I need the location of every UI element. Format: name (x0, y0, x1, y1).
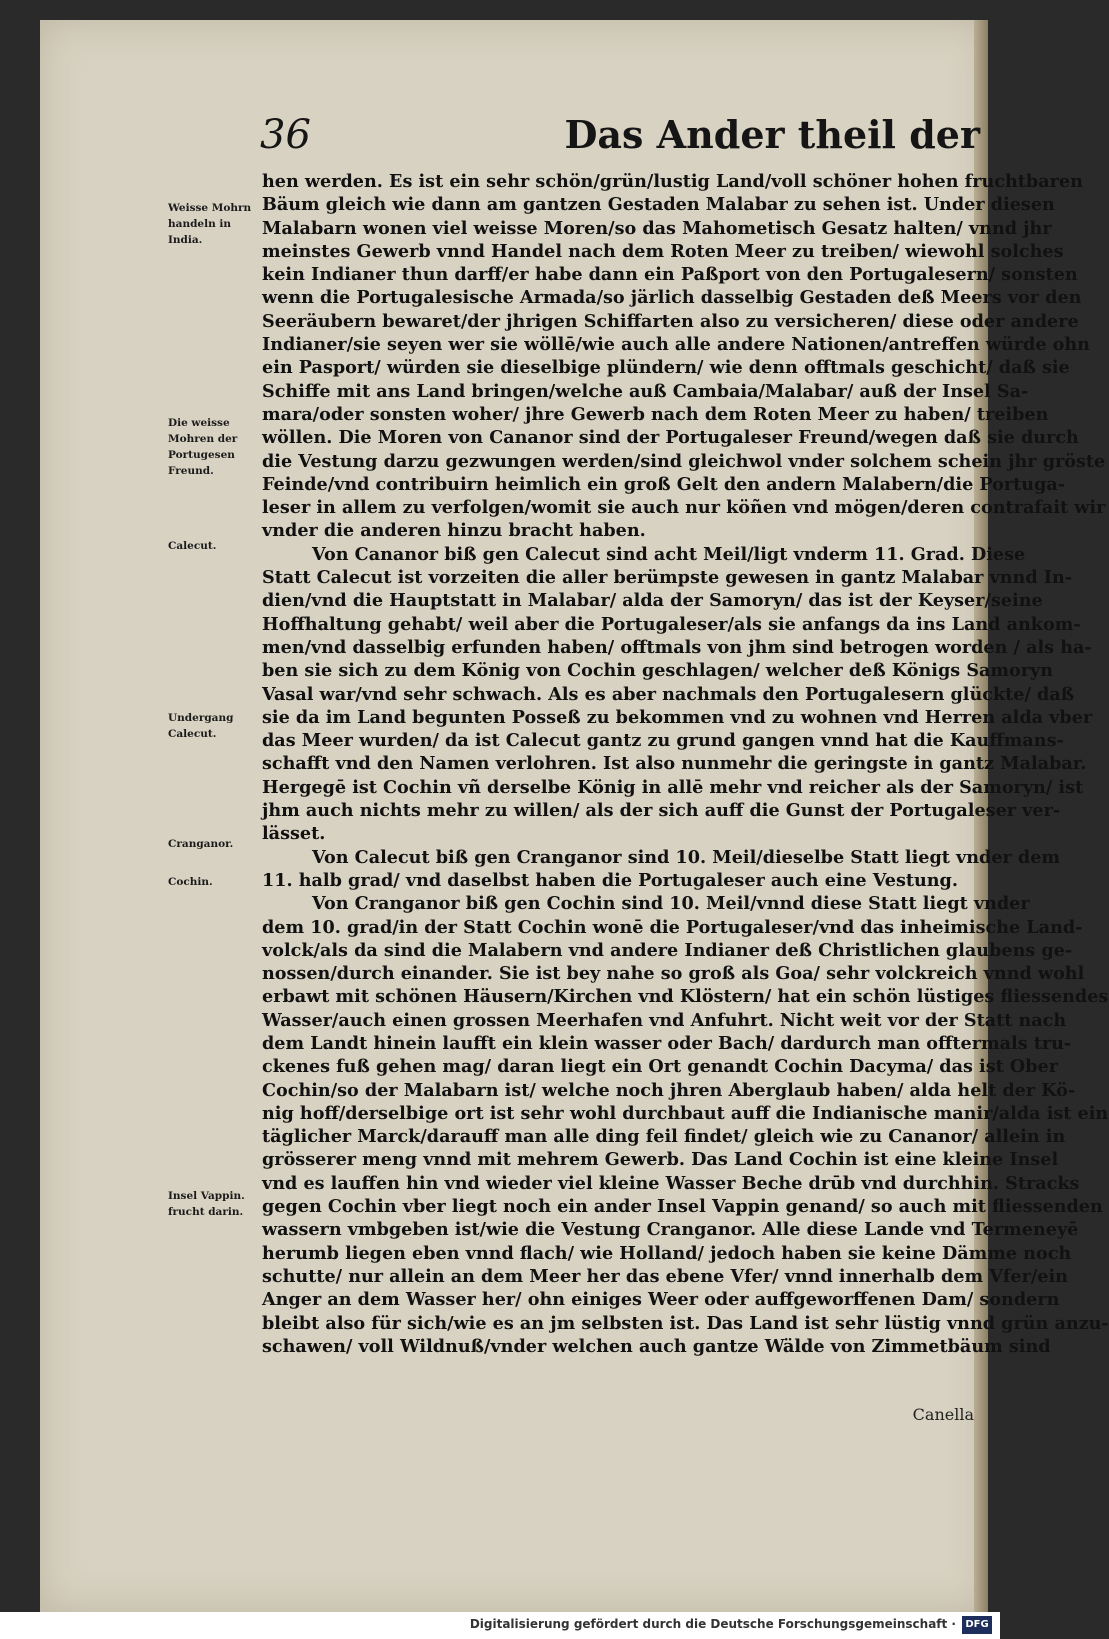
text-line: Hergegē ist Cochin vñ derselbe König in allē mehr vnd reicher als der Samoryn/ ist (262, 776, 1084, 798)
text-line: wenn die Portugalesische Armada/so järlich dasselbig Gestaden deß Meers vor den (262, 287, 1082, 309)
text-line: grösserer meng vnnd mit mehrem Gewerb. Das Land Cochin ist eine kleine Insel (262, 1149, 1059, 1171)
text-line: Bäum gleich wie dann am gantzen Gestaden Malabar zu sehen ist. Under diesen (262, 194, 1055, 216)
text-line: die Vestung darzu gezwungen werden/sind gleichwol vnder solchem schein jhr gröste (262, 450, 1106, 472)
running-title: Das Ander theil der (564, 112, 980, 157)
text-line: Statt Calecut ist vorzeiten die aller berümpste gewesen in gantz Malabar vnnd In- (262, 567, 1073, 589)
text-line: vnder die anderen hinzu bracht haben. (262, 520, 646, 542)
text-line: kein Indianer thun darff/er habe dann ein Paßport von den Portugalesern/ sonsten (262, 264, 1078, 286)
text-line: schafft vnd den Namen verlohren. Ist also nunmehr die geringste in gantz Malabar. (262, 753, 1087, 775)
text-line: ben sie sich zu dem König von Cochin geschlagen/ welcher deß Königs Samoryn (262, 660, 1054, 682)
footer-bar (0, 1612, 1000, 1639)
marginal-note: Calecut. (168, 540, 217, 552)
text-line: Von Cananor biß gen Calecut sind acht Meil/ligt vnderm 11. Grad. Diese (312, 543, 1026, 565)
marginal-note: Undergang Calecut. (168, 712, 234, 740)
text-line: Hoffhaltung gehabt/ weil aber die Portugaleser/als sie anfangs da ins Land ankom- (262, 613, 1081, 635)
text-line: hen werden. Es ist ein sehr schön/grün/lustig Land/voll schöner hohen fruchtbaren (262, 171, 1083, 192)
text-line: mara/oder sonsten woher/ jhre Gewerb nach dem Roten Meer zu haben/ treiben (262, 403, 1049, 425)
marginal-note: Insel Vappin. frucht darin. (168, 1190, 245, 1218)
catchword: Canella (912, 1405, 974, 1424)
text-line: meinstes Gewerb vnnd Handel nach dem Roten Meer zu treiben/ wiewohl solches (262, 240, 1064, 262)
text-line: nossen/durch einander. Sie ist bey nahe so groß als Goa/ sehr volckreich vnnd wohl (262, 963, 1085, 985)
text-line: jhm auch nichts mehr zu willen/ als der sich auff die Gunst der Portugaleser ver- (262, 800, 1061, 822)
text-line: wöllen. Die Moren von Cananor sind der Portugaleser Freund/wegen daß sie durch (262, 427, 1079, 449)
text-line: dem Landt hinein laufft ein klein wasser oder Bach/ dardurch man offtermals tru- (262, 1032, 1072, 1054)
text-line: vnd es lauffen hin vnd wieder viel kleine Wasser Beche drūb vnd durchhin. Stracks (262, 1172, 1080, 1194)
text-line: schawen/ voll Wildnuß/vnder welchen auch gantze Wälde von Zimmetbäum sind (262, 1335, 1051, 1357)
body-text (262, 170, 1109, 1358)
page-header (260, 112, 980, 168)
text-line: volck/als da sind die Malabern vnd andere Indianer deß Christlichen glaubens ge- (262, 939, 1073, 961)
text-line: Cochin/so der Malabarn ist/ welche noch jhren Aberglaub haben/ alda helt der Kö- (262, 1079, 1076, 1101)
text-line: Malabarn wonen viel weisse Moren/so das Mahometisch Gesatz halten/ vnnd jhr (262, 217, 1052, 239)
text-line: Von Calecut biß gen Cranganor sind 10. Meil/dieselbe Statt liegt vnder dem (312, 846, 1061, 868)
marginal-note: Weisse Mohrn handeln in India. (168, 202, 252, 246)
marginal-note: Cranganor. (168, 838, 234, 850)
text-line: Indianer/sie seyen wer sie wöllē/wie auch alle andere Nationen/antreffen würde ohn (262, 334, 1090, 356)
text-line: Feinde/vnd contribuirn heimlich ein groß Gelt den andern Malabern/die Portuga- (262, 473, 1066, 495)
book-page (40, 20, 1109, 1612)
text-line: dem 10. grad/in der Statt Cochin wonē die Portugaleser/vnd das inheimische Land- (262, 916, 1083, 938)
marginal-note: Die weisse Mohren der Portugesen Freund. (168, 417, 238, 477)
text-line: Schiffe mit ans Land bringen/welche auß Cambaia/Malabar/ auß der Insel Sa- (262, 380, 1029, 402)
text-line: erbawt mit schönen Häusern/Kirchen vnd Klöstern/ hat ein schön lüstiges fliessendes (262, 986, 1109, 1008)
text-line: dien/vnd die Hauptstatt in Malabar/ alda der Samoryn/ das ist der Keyser/seine (262, 590, 1043, 612)
text-line: bleibt also für sich/wie es an jm selbsten ist. Das Land ist sehr lüstig vnnd grün anzu- (262, 1312, 1109, 1334)
text-line: Von Cranganor biß gen Cochin sind 10. Meil/vnnd diese Statt liegt vnder (312, 893, 1030, 915)
text-line: men/vnd dasselbig erfunden haben/ offtmals von jhm sind betrogen worden / als ha- (262, 636, 1092, 658)
text-line: ckenes fuß gehen mag/ daran liegt ein Ort genandt Cochin Dacyma/ das ist Ober (262, 1056, 1058, 1078)
text-line: das Meer wurden/ da ist Calecut gantz zu grund gangen vnnd hat die Kauffmans- (262, 730, 1064, 752)
text-line: 11. halb grad/ vnd daselbst haben die Portugaleser auch eine Vestung. (262, 869, 958, 891)
text-line: Vasal war/vnd sehr schwach. Als es aber nachmals den Portugalesern glückte/ daß (262, 683, 1075, 705)
text-line: ein Pasport/ würden sie dieselbige plündern/ wie denn offtmals geschicht/ daß sie (262, 357, 1070, 379)
text-line: gegen Cochin vber liegt noch ein ander Insel Vappin genand/ so auch mit fliessenden (262, 1196, 1103, 1218)
text-line: leser in allem zu verfolgen/womit sie auch nur köñen vnd mögen/deren contrafait wir (262, 497, 1106, 519)
text-line: Wasser/auch einen grossen Meerhafen vnd Anfuhrt. Nicht weit vor der Statt nach (262, 1009, 1067, 1031)
funding-credit: Digitalisierung gefördert durch die Deutsche Forschungsgemeinschaft · (469, 1617, 956, 1631)
text-line: Anger an dem Wasser her/ ohn einiges Weer oder auffgeworffenen Dam/ sondern (262, 1289, 1060, 1311)
text-line: lässet. (262, 823, 326, 845)
marginal-notes (168, 20, 268, 1612)
text-line: Seeräubern bewaret/der jhrigen Schiffarten also zu versicheren/ diese oder andere (262, 310, 1079, 332)
text-line: schutte/ nur allein an dem Meer her das ebene Vfer/ vnnd innerhalb dem Vfer/ein (262, 1265, 1068, 1287)
marginal-note: Cochin. (168, 876, 213, 888)
text-line: herumb liegen eben vnnd flach/ wie Holland/ jedoch haben sie keine Dämme noch (262, 1242, 1072, 1264)
page-number: 36 (260, 112, 311, 158)
text-line: täglicher Marck/darauff man alle ding feil findet/ gleich wie zu Cananor/ allein in (262, 1126, 1066, 1148)
text-line: nig hoff/derselbige ort ist sehr wohl durchbaut auff die Indianische manir/alda ist ein (262, 1102, 1109, 1124)
dfg-logo: DFG (962, 1616, 992, 1634)
text-line: sie da im Land begunten Posseß zu bekommen vnd zu wohnen vnd Herren alda vber (262, 706, 1093, 728)
text-line: wassern vmbgeben ist/wie die Vestung Cranganor. Alle diese Lande vnd Termeneyē (262, 1219, 1079, 1241)
